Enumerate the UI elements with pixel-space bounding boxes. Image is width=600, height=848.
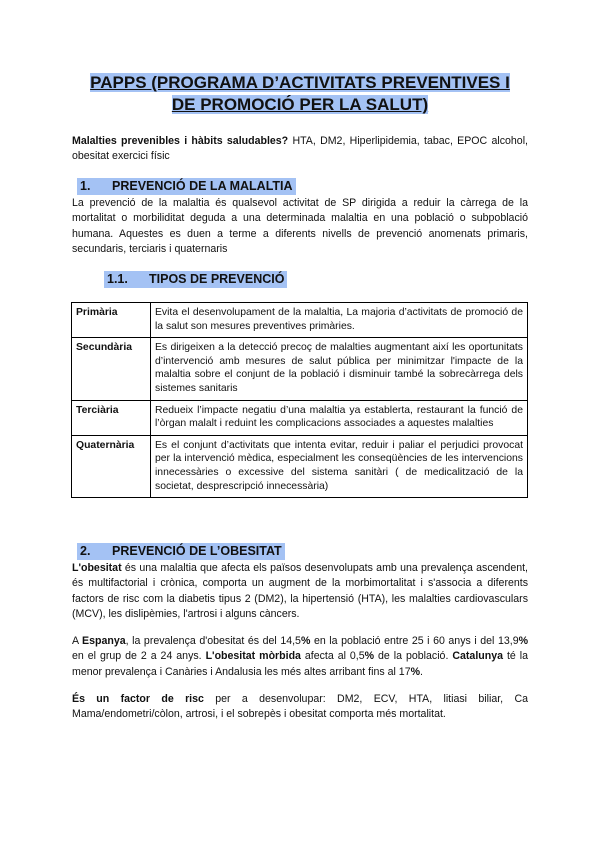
subsection-title: TIPOS DE PREVENCIÓ (149, 272, 285, 286)
percent-sign: % (300, 635, 311, 647)
obesity-text: és una malaltia que afecta els països desenvolupats amb una prevalença ascendent, és multifactorial i crònica, comporta un augment de la morbimortalitat i s'associa a diferents factors de risc com la diabetis tipus 2 (DM2), la hipertensió (HTA), les malalties cardiovasculars (MCV), les dislipèmies, l'artrosi i alguns càncers. (72, 562, 528, 621)
prevention-type: Primària (72, 303, 151, 338)
text-span: en la població entre 25 i 60 anys i del 13,9 (310, 635, 519, 647)
text-span: té la menor prevalença i Canàries i Andalusia les més altes arribant fins al 17 (72, 650, 528, 678)
table-row (72, 400, 528, 435)
intro-text: HTA, DM2, Hiperlipidemia, tabac, EPOC alcohol, obesitat exercici físic (72, 135, 528, 163)
prevention-description: Es dirigeixen a la detecció precoç de malalties augmentant així les oportunitats d’intervenció amb mesures de salut pública per minimitzar l'impacte de la malaltia sobre el conjunt de la població i disminuir també la sobrecàrrega dels sistemes sanitaris (151, 338, 528, 400)
text-span: . (420, 665, 423, 678)
intro-label: Malalties prevenibles i hàbits saludables? (72, 135, 289, 147)
text-span: , la prevalença d'obesitat és del 14,5 (125, 635, 301, 647)
text-span: A (72, 635, 83, 647)
risk-factor-term: És un factor de risc (72, 693, 204, 705)
section-2-title: PREVENCIÓ DE L’OBESITAT (112, 544, 282, 558)
section-2-heading (77, 543, 285, 560)
prevention-type: Quaternària (72, 435, 151, 497)
text-span: en el grup de 2 a 24 anys. (72, 650, 206, 663)
obesity-paragraph-3 (72, 692, 528, 723)
subsection-number: 1.1. (107, 272, 128, 286)
espanya-term: Espanya (82, 635, 126, 647)
section-1-title: PREVENCIÓ DE LA MALALTIA (112, 179, 293, 193)
page-title (72, 72, 528, 116)
section-1-paragraph: La prevenció de la malaltia és qualsevol activitat de SP dirigida a reduir la càrrega de la mortalitat o morbiliditat deguda a una determinada malaltia en una població o subpoblació humana. Aquestes es duen a terme a diferents nivells de prevenció anomenats primaris, secundaris, terciaris i quaternaris (72, 197, 528, 256)
obesity-paragraph-2 (72, 634, 528, 680)
percent-sign: % (364, 650, 375, 663)
title-line-1: PAPPS (PROGRAMA D’ACTIVITATS PREVENTIVES I (90, 73, 510, 92)
section-1-number: 1. (80, 179, 91, 193)
risk-factor-text: per a desenvolupar: DM2, ECV, HTA, litiasi biliar, Ca Mama/endometri/còlon, artrosi, i el sobrepès i obesitat comporta més mortalitat. (72, 693, 528, 721)
section-2-number: 2. (80, 544, 91, 558)
catalunya-term: Catalunya (452, 650, 503, 663)
prevention-description: Es el conjunt d’activitats que intenta evitar, reduir i paliar el perjudici provocat per la intervenció mèdica, especialment les conseqüències de les intervencions innecessàries o excessive del sistema sanitàri ( de medicalització de la societat, desprescripció innecessària) (151, 435, 528, 497)
table-row (72, 338, 528, 400)
text-span: afecta al 0,5 (300, 650, 365, 663)
percent-sign: % (410, 665, 421, 678)
text-span: de la població. (374, 650, 453, 663)
intro-paragraph (72, 134, 528, 165)
obesity-term: L'obesitat (72, 562, 122, 574)
prevention-description: Redueix l’impacte negatiu d’una malaltia ya establerta, restaurant la funció de l’òrgan malalt i reduint les complicacions associades a aquestes malalties (151, 400, 528, 435)
table-row (72, 303, 528, 338)
subsection-heading (104, 271, 287, 288)
prevention-types-table (71, 302, 528, 498)
morbid-obesity-term: L'obesitat mòrbida (205, 650, 301, 663)
table-row (72, 435, 528, 497)
obesity-paragraph-1 (72, 561, 528, 623)
section-1-heading (77, 178, 296, 195)
prevention-type: Terciària (72, 400, 151, 435)
prevention-type: Secundària (72, 338, 151, 400)
percent-sign: % (518, 635, 529, 647)
title-line-2: DE PROMOCIÓ PER LA SALUT) (171, 95, 429, 114)
prevention-description: Evita el desenvolupament de la malaltia, La majoria d’activitats de promoció de la salut son mesures preventives primàries. (151, 303, 528, 338)
